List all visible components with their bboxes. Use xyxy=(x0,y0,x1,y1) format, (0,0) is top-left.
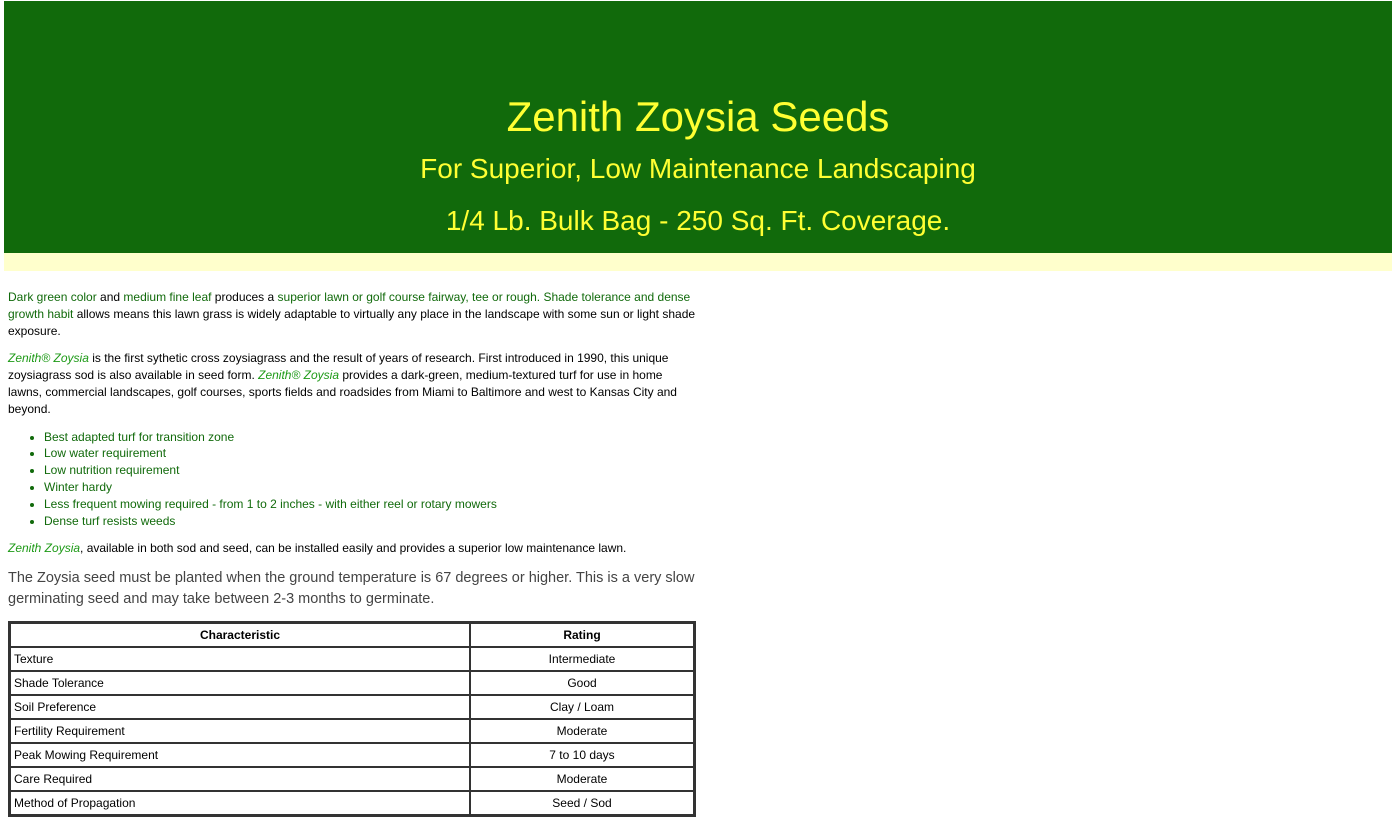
coverage-heading: 1/4 Lb. Bulk Bag - 250 Sq. Ft. Coverage. xyxy=(445,205,951,236)
header-divider-strip xyxy=(4,253,1392,271)
table-row xyxy=(10,695,694,719)
list-item: • Low water requirement xyxy=(44,445,698,462)
characteristic-cell: Soil Preference xyxy=(10,695,470,719)
list-item: • Winter hardy xyxy=(44,479,698,496)
list-item: • Low nutrition requirement xyxy=(44,462,698,479)
table-row xyxy=(10,767,694,791)
table-header-row xyxy=(10,623,694,647)
body-text: provides a dark-green, medium-textured turf for use in home lawns, commercial landscapes, golf courses, sports fields and roadsides from Miami to Baltimore and west to Kansas City and beyond. xyxy=(8,368,677,416)
column-header-characteristic: Characteristic xyxy=(10,623,470,647)
body-text: , available in both sod and seed, can be installed easily and provides a superior low maintenance lawn. xyxy=(80,541,627,556)
list-item: • Best adapted turf for transition zone xyxy=(44,429,698,446)
highlight-text: superior lawn or golf course fairway, tee or rough. xyxy=(277,290,541,304)
characteristic-cell: Texture xyxy=(10,647,470,671)
body-text: allows means this lawn grass is widely adaptable to virtually any place in the landscape with some sun or light shade exposure. xyxy=(8,306,696,338)
table-row xyxy=(10,791,694,815)
main-content xyxy=(8,289,698,817)
body-text: produces a xyxy=(211,290,278,304)
rating-cell: Intermediate xyxy=(470,647,694,671)
table-row xyxy=(10,671,694,695)
rating-cell: 7 to 10 days xyxy=(470,743,694,767)
list-item: • Dense turf resists weeds xyxy=(44,513,698,530)
summary-paragraph xyxy=(8,540,698,557)
feature-list xyxy=(8,429,698,530)
rating-cell: Good xyxy=(470,671,694,695)
characteristics-table xyxy=(8,621,696,817)
intro-paragraph-1 xyxy=(8,289,698,339)
highlight-text: medium fine leaf xyxy=(123,290,212,304)
list-item: • Less frequent mowing required - from 1 to 2 inches - with either reel or rotary mowers xyxy=(44,496,698,513)
column-header-rating: Rating xyxy=(470,623,694,647)
characteristic-cell: Method of Propagation xyxy=(10,791,470,815)
page-title: Zenith Zoysia Seeds xyxy=(506,93,890,140)
rating-cell: Clay / Loam xyxy=(470,695,694,719)
body-text: is the first sythetic cross zoysiagrass and the result of years of research. First introduced in 1990, this unique zoysiagrass sod is also available in seed form. xyxy=(8,351,669,383)
highlight-text: Dark green color xyxy=(8,290,97,304)
rating-cell: Moderate xyxy=(470,767,694,791)
characteristic-cell: Shade Tolerance xyxy=(10,671,470,695)
rating-cell: Moderate xyxy=(470,719,694,743)
page-subtitle: For Superior, Low Maintenance Landscaping xyxy=(420,153,976,184)
planting-note: The Zoysia seed must be planted when the ground temperature is 67 degrees or higher. This is a very slow germinating seed and may take between 2-3 months to germinate. xyxy=(8,570,695,608)
table-row xyxy=(10,743,694,767)
highlight-text: Shade tolerance and dense growth habit xyxy=(8,290,691,321)
characteristic-cell: Peak Mowing Requirement xyxy=(10,743,470,767)
header-banner xyxy=(4,1,1392,253)
brand-name: Zenith® Zoysia xyxy=(8,351,89,366)
rating-cell: Seed / Sod xyxy=(470,791,694,815)
table-row xyxy=(10,647,694,671)
brand-name: Zenith Zoysia xyxy=(8,541,81,556)
characteristic-cell: Fertility Requirement xyxy=(10,719,470,743)
body-text: and xyxy=(96,290,124,304)
table-row xyxy=(10,719,694,743)
intro-paragraph-2 xyxy=(8,350,698,417)
brand-name: Zenith® Zoysia xyxy=(258,368,339,383)
characteristic-cell: Care Required xyxy=(10,767,470,791)
